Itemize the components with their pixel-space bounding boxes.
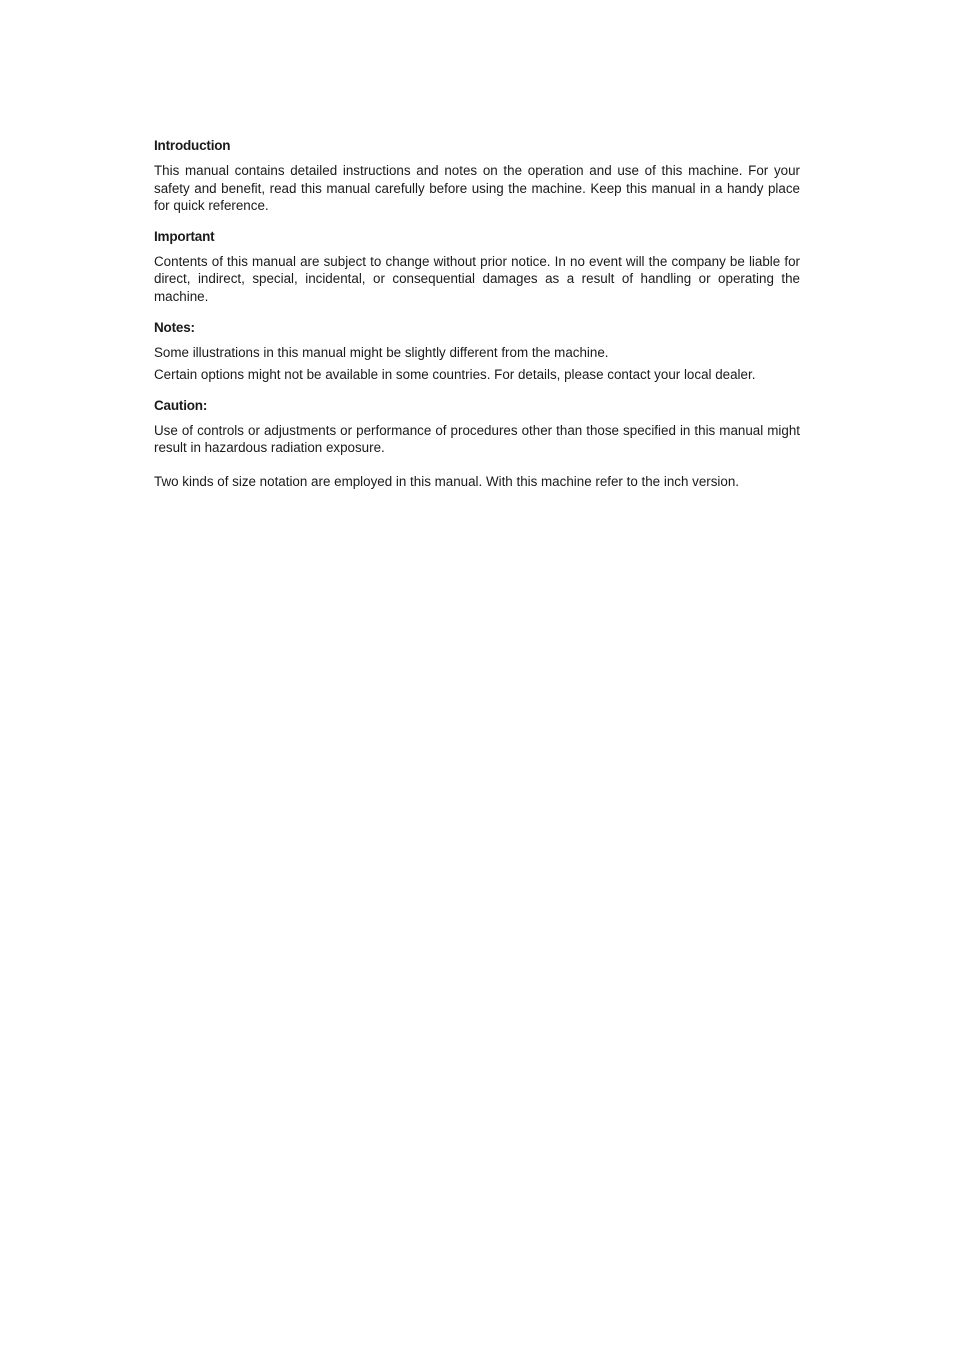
size-notation-note: Two kinds of size notation are employed in this manual. With this machine refer to the inch version. [154, 473, 740, 489]
notes-heading: Notes: [154, 319, 195, 335]
important-section [154, 227, 800, 306]
introduction-section [154, 136, 800, 215]
notes-paragraph-illustrations: Some illustrations in this manual might be slightly different from the machine. [154, 344, 609, 360]
document-page [154, 136, 800, 491]
introduction-heading: Introduction [154, 138, 231, 153]
important-heading: Important [154, 228, 215, 244]
notes-paragraph-options: Certain options might not be available in some countries. For details, please contact your local dealer. [154, 367, 756, 383]
caution-section [154, 396, 800, 457]
caution-heading: Caution: [154, 397, 208, 413]
important-paragraph: Contents of this manual are subject to change without prior notice. In no event will the company be liable for direct, indirect, special, incidental, or consequential damages as a result of handling or operating the machine. [154, 253, 800, 304]
introduction-paragraph: This manual contains detailed instructions and notes on the operation and use of this machine. For your safety and benefit, read this manual carefully before using the machine. Keep this manual in a handy place for quick reference. [154, 163, 800, 214]
notes-section [154, 318, 800, 384]
caution-paragraph: Use of controls or adjustments or performance of procedures other than those specified in this manual might result in hazardous radiation exposure. [154, 422, 800, 456]
